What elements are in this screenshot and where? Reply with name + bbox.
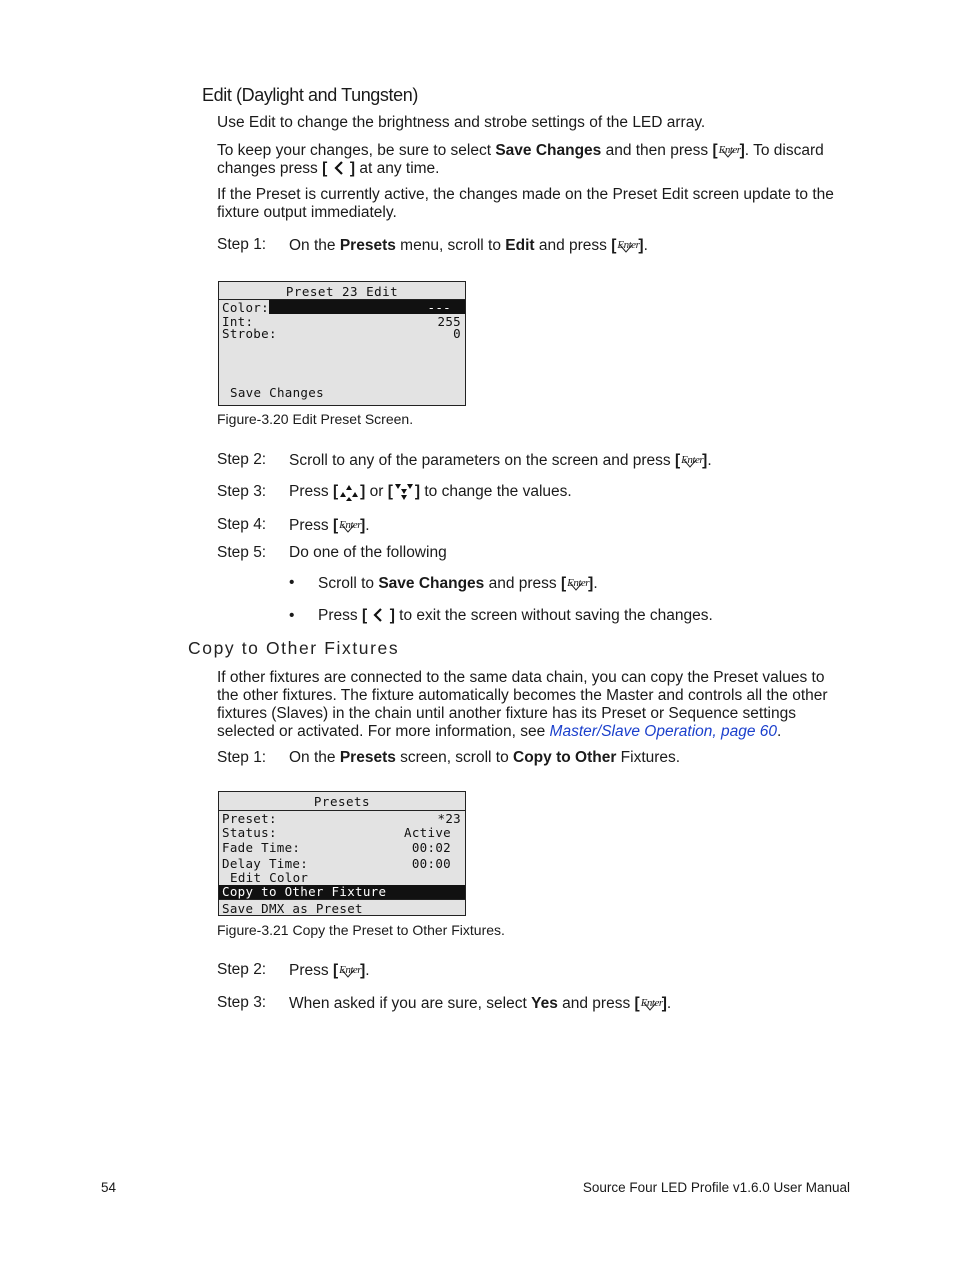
step-2-edit: Step 2: Scroll to any of the parameters on the screen and press [ Enter ]. <box>217 451 712 469</box>
step-5-edit: Step 5: Do one of the following <box>217 544 447 561</box>
section-heading-copy: Copy to Other Fixtures <box>188 638 400 658</box>
enter-key-icon: Enter <box>617 239 640 251</box>
bullet-save-changes: • Scroll to Save Changes and press [ Enter ]. <box>289 574 598 592</box>
back-key-icon <box>332 161 346 175</box>
screen-row-strobe[interactable]: Strobe: 0 <box>222 326 461 341</box>
bullet-exit-without-saving: • Press [ ] to exit the screen without saving the changes. <box>289 607 713 624</box>
section-heading-edit: Edit (Daylight and Tungsten) <box>202 85 418 105</box>
enter-key-icon: Enter <box>718 144 741 156</box>
screen-row-int[interactable]: Int: 255 <box>222 314 461 329</box>
presets-screen <box>218 791 466 916</box>
screen-row-copy-to-other[interactable]: Copy to Other Fixture <box>219 885 465 899</box>
figure-caption: Figure-3.20 Edit Preset Screen. <box>217 411 414 427</box>
enter-key-icon: Enter <box>640 997 663 1009</box>
step-1-edit: Step 1: On the Presets menu, scroll to Edit and press [ Enter ]. <box>217 236 648 254</box>
screen-row-status[interactable]: Status: Active <box>222 825 451 840</box>
screen-title: Presets <box>313 794 371 809</box>
screen-row-save-dmx[interactable]: Save DMX as Preset <box>222 901 363 916</box>
screen-row-preset[interactable]: Preset: *23 <box>222 811 461 826</box>
screen-title: Preset 23 Edit <box>285 284 399 299</box>
screen-row-color[interactable]: Color: --- <box>222 300 461 315</box>
figure-caption: Figure-3.21 Copy the Preset to Other Fixtures. <box>217 922 505 938</box>
step-2-copy: Step 2: Press [ Enter ]. <box>217 961 370 979</box>
step-1-copy: Step 1: On the Presets screen, scroll to Copy to Other Fixtures. <box>217 749 681 766</box>
master-slave-link[interactable]: Master/Slave Operation, page 60 <box>549 723 778 740</box>
paragraph-intro: Use Edit to change the brightness and strobe settings of the LED array. <box>217 114 706 131</box>
paragraph-keep-changes: To keep your changes, be sure to select Save Changes and then press [ Enter ]. To discard changes press [ ] at any time. <box>217 142 824 177</box>
up-arrow-key-icon <box>338 483 360 501</box>
preset-edit-screen <box>218 281 466 406</box>
screen-row-delay-time[interactable]: Delay Time: 00:00 <box>222 856 451 871</box>
screen-row-fade-time[interactable]: Fade Time: 00:02 <box>222 840 451 855</box>
paragraph-copy-intro: If other fixtures are connected to the same data chain, you can copy the Preset values to the other fixtures. The fixture automatically becomes the Master and controls all the other fixtures (Slaves) in the chain until another fixture has its Preset or Sequence settings selected or activated. For more information, see Master/Slave Operation, page 60. <box>217 669 828 740</box>
manual-title: Source Four LED Profile v1.6.0 User Manual <box>582 1180 850 1195</box>
back-key-icon <box>371 608 385 622</box>
down-arrow-key-icon <box>393 483 415 501</box>
step-3-copy: Step 3: When asked if you are sure, select Yes and press [ Enter ]. <box>217 994 672 1012</box>
step-3-edit: Step 3: Press [ ] or [ ] to change the values. <box>217 483 572 500</box>
enter-key-icon: Enter <box>567 577 590 589</box>
screen-row-edit-color[interactable]: Edit Color <box>230 870 309 885</box>
paragraph-preset-active: If the Preset is currently active, the changes made on the Preset Edit screen update to the fixture output immediately. <box>217 186 834 221</box>
enter-key-icon: Enter <box>339 519 362 531</box>
enter-key-icon: Enter <box>681 454 704 466</box>
screen-save-changes[interactable]: Save Changes <box>230 385 324 400</box>
enter-key-icon: Enter <box>339 964 362 976</box>
page-number: 54 <box>101 1180 117 1195</box>
step-4-edit: Step 4: Press [ Enter ]. <box>217 516 370 534</box>
